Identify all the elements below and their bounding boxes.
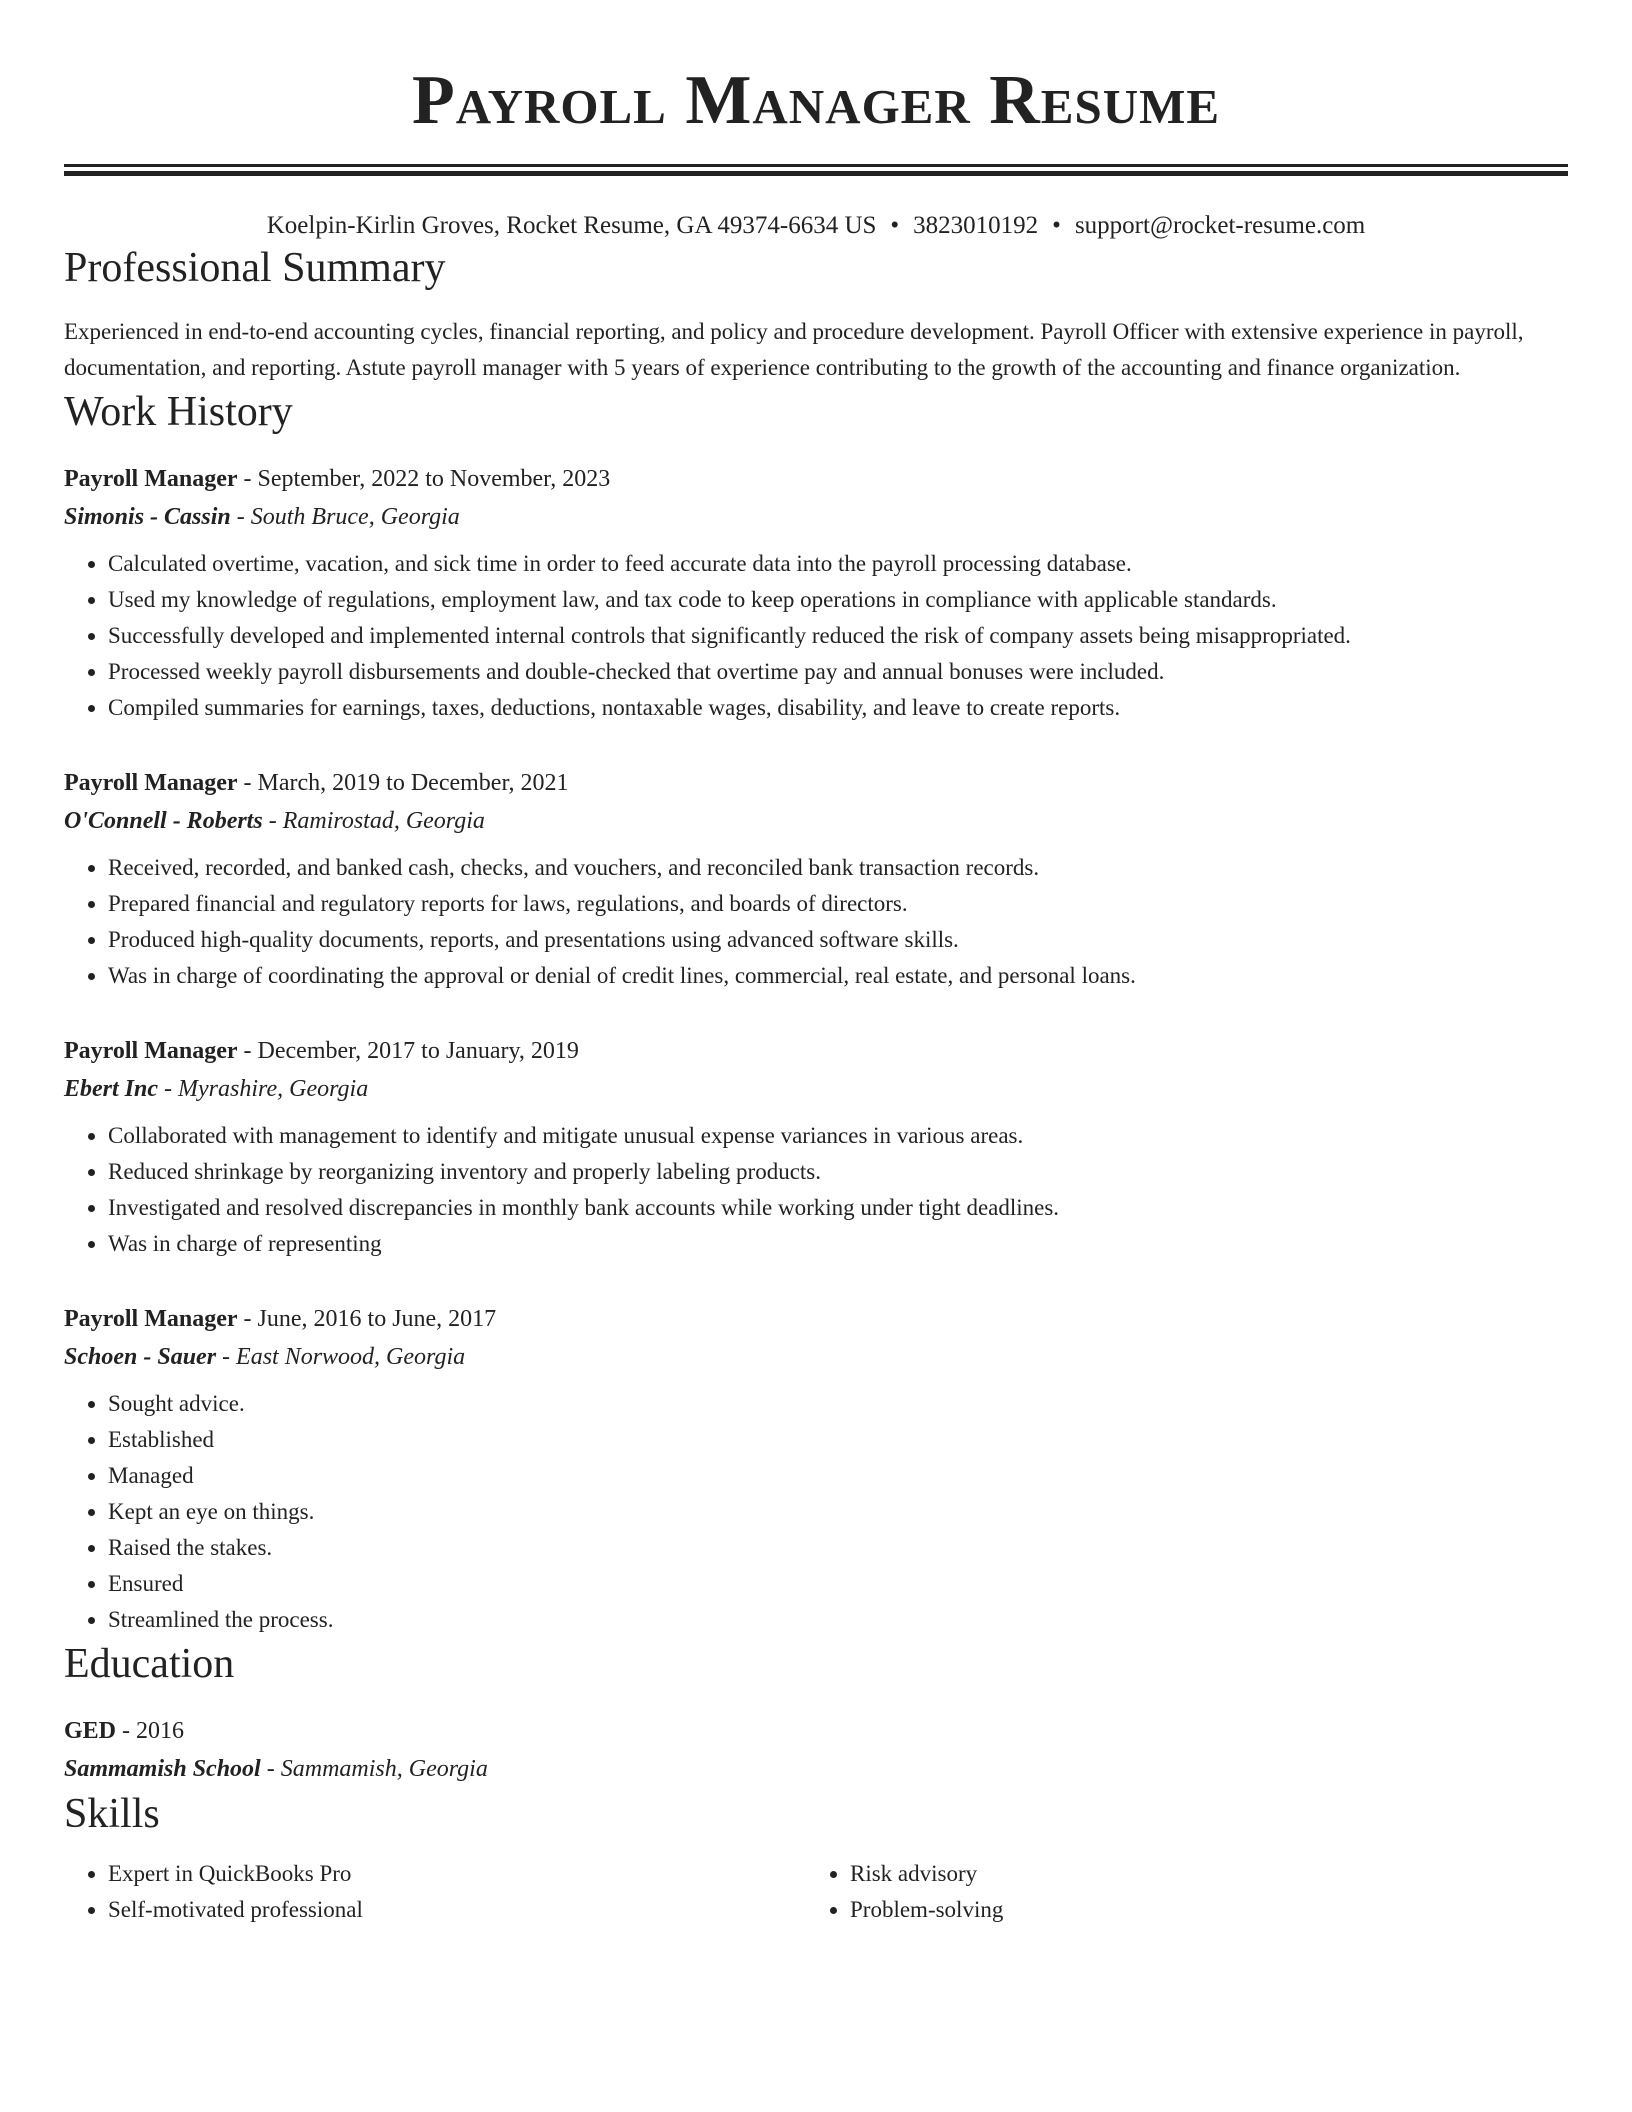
job-title-line: Payroll Manager - September, 2022 to November, 2023 xyxy=(64,466,611,492)
job-bullets xyxy=(64,850,1568,994)
skill-item: • Self-motivated professional xyxy=(108,1892,806,1928)
job-bullet: • Compiled summaries for earnings, taxes, deductions, nontaxable wages, disability, and leave to create reports. xyxy=(108,690,1568,726)
education-year: 2016 xyxy=(136,1718,185,1744)
job-bullet: • Produced high-quality documents, reports, and presentations using advanced software skills. xyxy=(108,922,1568,958)
job-bullet: • Successfully developed and implemented internal controls that significantly reduced the risk of company assets being misappropriated. xyxy=(108,618,1568,654)
job-bullet: • Processed weekly payroll disbursements and double-checked that overtime pay and annual bonuses were included. xyxy=(108,654,1568,690)
skill-item: • Expert in QuickBooks Pro xyxy=(108,1856,806,1892)
title-divider xyxy=(64,164,1568,176)
job-bullets xyxy=(64,1386,1568,1638)
education-entry xyxy=(64,1712,1568,1788)
job-entry xyxy=(64,1300,1568,1638)
job-location: Myrashire, Georgia xyxy=(178,1076,369,1102)
skill-item: • Risk advisory xyxy=(850,1856,1548,1892)
job-bullet: • Received, recorded, and banked cash, checks, and vouchers, and reconciled bank transaction records. xyxy=(108,850,1568,886)
job-title-line: Payroll Manager - March, 2019 to December, 2021 xyxy=(64,770,569,796)
job-dates: June, 2016 to June, 2017 xyxy=(257,1306,497,1332)
job-bullet: • Raised the stakes. xyxy=(108,1530,1568,1566)
job-bullet: • Was in charge of coordinating the approval or denial of credit lines, commercial, real estate, and personal loans. xyxy=(108,958,1568,994)
job-company-line: Ebert Inc - Myrashire, Georgia xyxy=(64,1076,369,1102)
summary-heading: Professional Summary xyxy=(64,245,446,291)
job-entry xyxy=(64,1032,1568,1262)
job-location: Ramirostad, Georgia xyxy=(282,808,485,834)
skills-heading: Skills xyxy=(64,1791,160,1837)
job-bullet: • Streamlined the process. xyxy=(108,1602,1568,1638)
job-entry xyxy=(64,460,1568,726)
job-bullet: • Reduced shrinkage by reorganizing inventory and properly labeling products. xyxy=(108,1154,1568,1190)
job-title-line: Payroll Manager - June, 2016 to June, 2017 xyxy=(64,1306,497,1332)
job-bullet: • Calculated overtime, vacation, and sick time in order to feed accurate data into the payroll processing database. xyxy=(108,546,1568,582)
job-company: Ebert Inc xyxy=(64,1076,159,1102)
education-school-line: Sammamish School - Sammamish, Georgia xyxy=(64,1756,488,1782)
skills-columns xyxy=(64,1856,1568,1928)
job-title: Payroll Manager xyxy=(64,1038,238,1064)
skill-item: • Problem-solving xyxy=(850,1892,1548,1928)
job-bullet: • Used my knowledge of regulations, employment law, and tax code to keep operations in compliance with applicable standards. xyxy=(108,582,1568,618)
work-history-list xyxy=(64,460,1568,1638)
job-dates: March, 2019 to December, 2021 xyxy=(257,770,569,796)
job-bullet: • Managed xyxy=(108,1458,1568,1494)
job-company-line: O'Connell - Roberts - Ramirostad, Georgia xyxy=(64,808,485,834)
contact-email: support@rocket-resume.com xyxy=(1074,212,1366,239)
job-title: Payroll Manager xyxy=(64,1306,238,1332)
job-company: O'Connell - Roberts xyxy=(64,808,263,834)
contact-address: Koelpin-Kirlin Groves, Rocket Resume, GA 49374-6634 US xyxy=(266,212,877,239)
job-bullet: • Established xyxy=(108,1422,1568,1458)
resume-title: Payroll Manager Resume xyxy=(411,62,1221,139)
job-company-line: Schoen - Sauer - East Norwood, Georgia xyxy=(64,1344,466,1370)
job-title: Payroll Manager xyxy=(64,770,238,796)
job-bullet: • Investigated and resolved discrepancies in monthly bank accounts while working under tight deadlines. xyxy=(108,1190,1568,1226)
summary-text: Experienced in end-to-end accounting cycles, financial reporting, and policy and procedure development. Payroll Officer with extensive experience in payroll, documentation, and reporting. Astute payroll manager with 5 years of experience contributing to the growth of the accounting and finance organization. xyxy=(64,319,1524,380)
skills-left-list xyxy=(64,1856,806,1928)
resume-page xyxy=(64,0,1568,1928)
job-location: South Bruce, Georgia xyxy=(250,504,460,530)
education-degree-line: GED - 2016 xyxy=(64,1718,185,1744)
contact-line xyxy=(64,210,1568,242)
job-bullet: • Collaborated with management to identify and mitigate unusual expense variances in various areas. xyxy=(108,1118,1568,1154)
job-dates: December, 2017 to January, 2019 xyxy=(257,1038,579,1064)
job-company: Simonis - Cassin xyxy=(64,504,231,530)
job-company-line: Simonis - Cassin - South Bruce, Georgia xyxy=(64,504,460,530)
work-history-heading: Work History xyxy=(64,389,293,435)
education-school: Sammamish School xyxy=(64,1756,261,1782)
contact-separator: • xyxy=(890,212,900,239)
job-bullet: • Ensured xyxy=(108,1566,1568,1602)
job-company: Schoen - Sauer xyxy=(64,1344,217,1370)
job-bullet: • Prepared financial and regulatory reports for laws, regulations, and boards of directors. xyxy=(108,886,1568,922)
job-title-line: Payroll Manager - December, 2017 to January, 2019 xyxy=(64,1038,579,1064)
skills-right-list xyxy=(806,1856,1548,1928)
job-entry xyxy=(64,764,1568,994)
job-bullet: • Sought advice. xyxy=(108,1386,1568,1422)
job-location: East Norwood, Georgia xyxy=(236,1344,466,1370)
job-dates: September, 2022 to November, 2023 xyxy=(257,466,611,492)
education-heading: Education xyxy=(64,1641,235,1687)
education-location: Sammamish, Georgia xyxy=(280,1756,488,1782)
job-bullets xyxy=(64,1118,1568,1262)
contact-phone: 3823010192 xyxy=(913,212,1039,239)
job-title: Payroll Manager xyxy=(64,466,238,492)
contact-separator: • xyxy=(1052,212,1061,239)
job-bullet: • Was in charge of representing xyxy=(108,1226,1568,1262)
education-degree: GED xyxy=(64,1718,117,1744)
job-bullets xyxy=(64,546,1568,726)
job-bullet: • Kept an eye on things. xyxy=(108,1494,1568,1530)
